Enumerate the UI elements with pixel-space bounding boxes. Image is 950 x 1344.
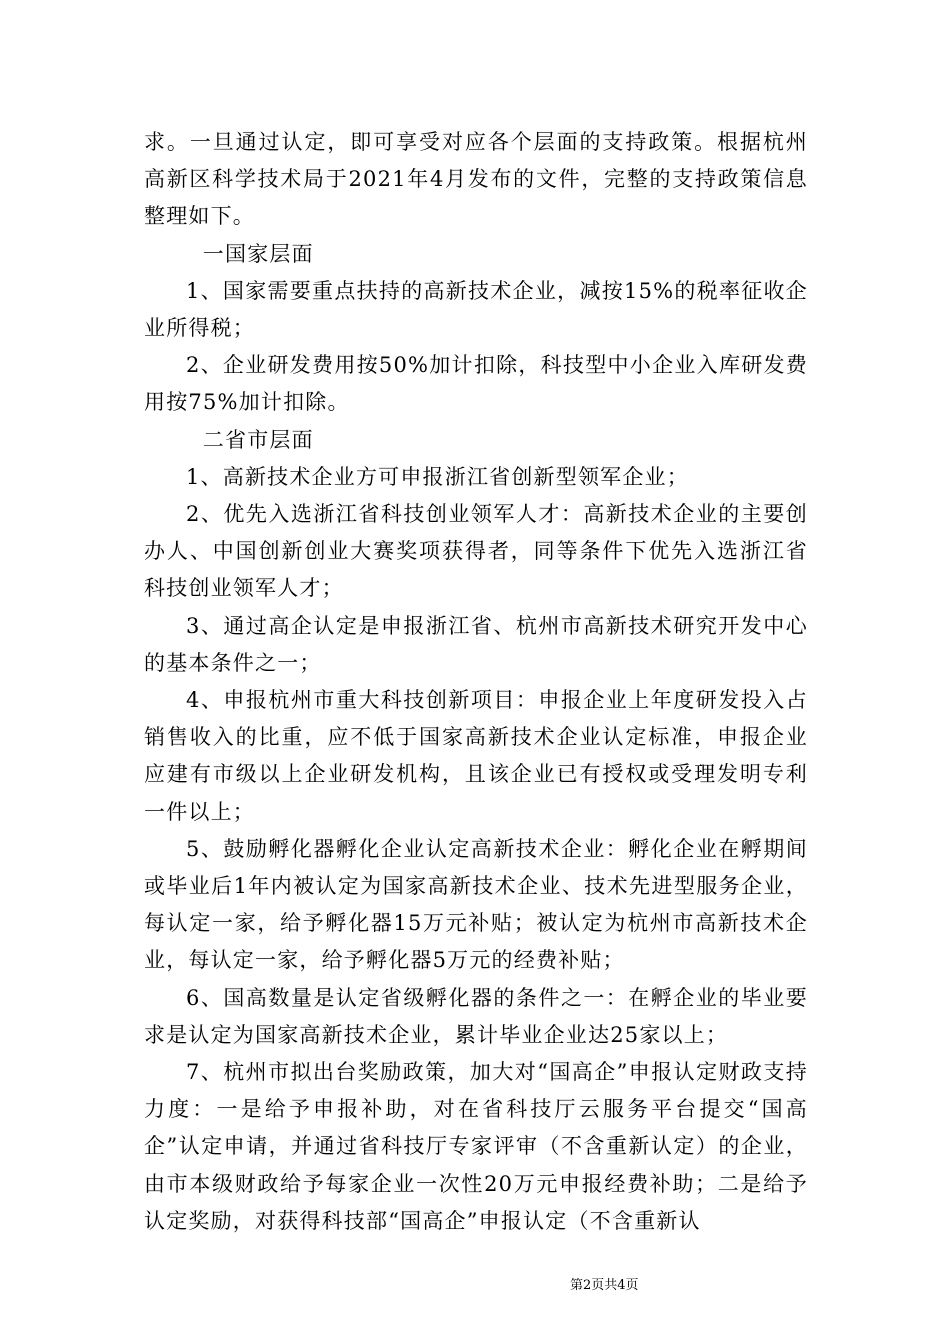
paragraph-provincial-6: 6、国高数量是认定省级孵化器的条件之一：在孵企业的毕业要求是认定为国家高新技术企业，累计毕业企业达25家以上；: [144, 985, 808, 1047]
paragraph-provincial-5: 5、鼓励孵化器孵化企业认定高新技术企业：孵化企业在孵期间或毕业后1年内被认定为国家高新技术企业、技术先进型服务企业，每认定一家，给予孵化器15万元补贴；被认定为杭州市高新技术企业，每认定一家，给予孵化器5万元的经费补贴；: [144, 836, 808, 973]
paragraph-provincial-4: 4、申报杭州市重大科技创新项目：申报企业上年度研发投入占销售收入的比重，应不低于国家高新技术企业认定标准，申报企业应建有市级以上企业研发机构，且该企业已有授权或受理发明专利一件以上；: [144, 688, 808, 824]
paragraph-provincial-1: 1、高新技术企业方可申报浙江省创新型领军企业；: [186, 464, 689, 489]
paragraph-provincial-2: 2、优先入选浙江省科技创业领军人才：高新技术企业的主要创办人、中国创新创业大赛奖项获得者，同等条件下优先入选浙江省科技创业领军人才；: [144, 502, 808, 601]
section-heading-provincial: 二省市层面: [202, 427, 314, 452]
paragraph-intro-continued: 求。一旦通过认定，即可享受对应各个层面的支持政策。根据杭州高新区科学技术局于2021年4月发布的文件，完整的支持政策信息整理如下。: [144, 130, 808, 229]
section-heading-national: 一国家层面: [202, 241, 314, 266]
paragraph-provincial-3: 3、通过高企认定是申报浙江省、杭州市高新技术研究开发中心的基本条件之一；: [144, 613, 808, 675]
paragraph-national-1: 1、国家需要重点扶持的高新技术企业，减按15%的税率征收企业所得税；: [144, 278, 808, 341]
page-number-footer: 第2页共4页: [570, 1278, 639, 1293]
paragraph-national-2: 2、企业研发费用按50%加计扣除，科技型中小企业入库研发费用按75%加计扣除。: [144, 353, 808, 415]
document-body: [144, 124, 808, 1240]
paragraph-provincial-7: 7、杭州市拟出台奖励政策，加大对“国高企”申报认定财政支持力度：一是给予申报补助，对在省科技厅云服务平台提交“国高企”认定申请，并通过省科技厅专家评审（不含重新认定）的企业，由市本级财政给予每家企业一次性20万元申报经费补助；二是给予认定奖励，对获得科技部“国高企”申报认定（不含重新认: [144, 1060, 808, 1233]
